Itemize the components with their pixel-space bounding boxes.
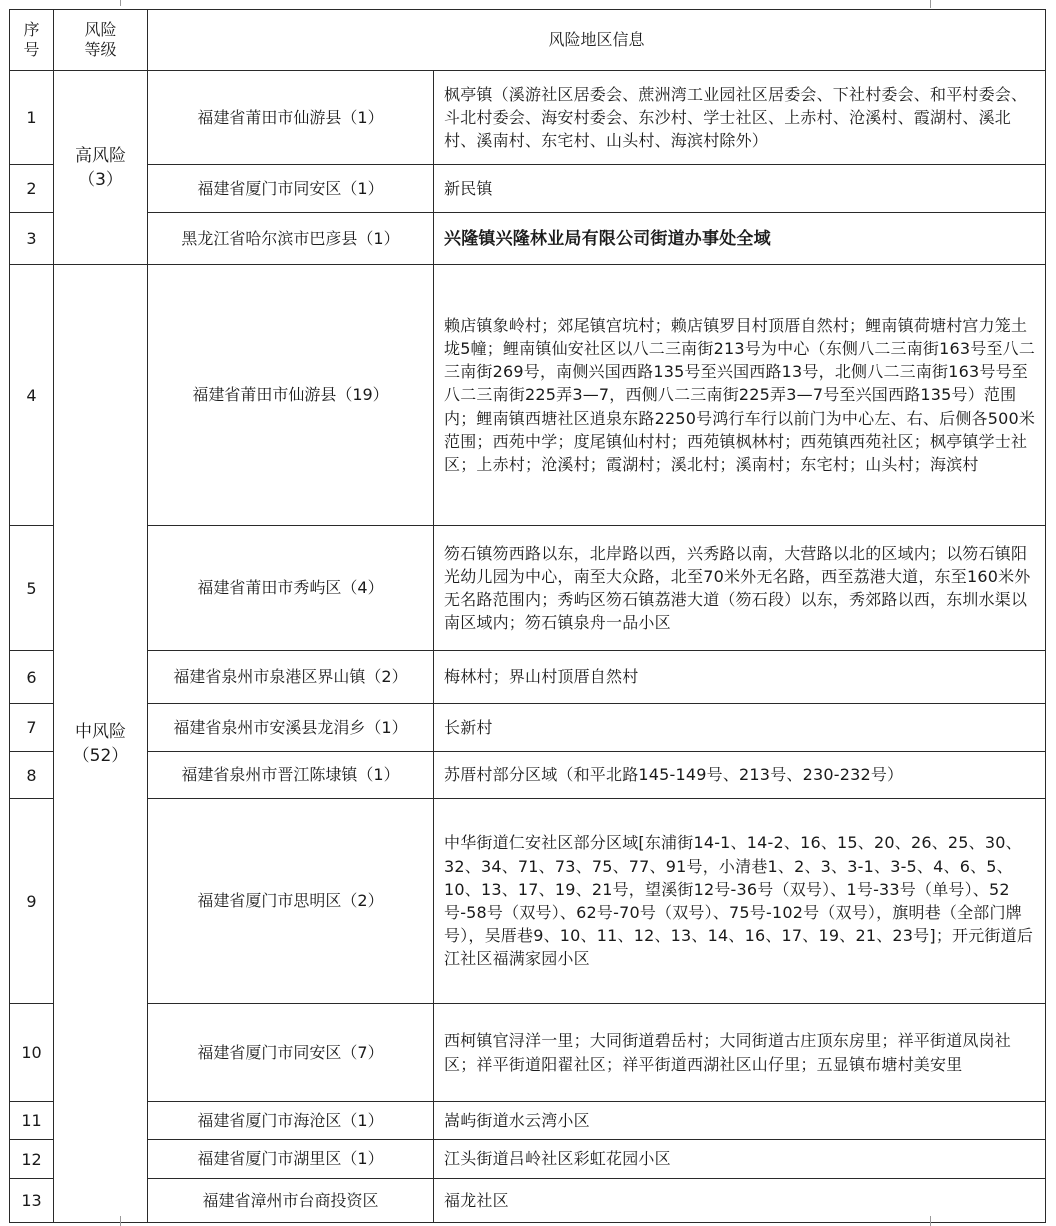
row-number: 4 [10, 265, 54, 526]
risk-area-table [9, 9, 1046, 1223]
row-number: 12 [10, 1140, 54, 1179]
row-area: 福建省泉州市晋江陈埭镇（1） [148, 752, 434, 799]
table-row [10, 752, 1046, 799]
header-risk-level: 风险等级 [54, 10, 148, 71]
row-number: 6 [10, 651, 54, 704]
row-number: 13 [10, 1179, 54, 1223]
table-row [10, 704, 1046, 752]
table-row [10, 265, 1046, 526]
row-area: 福建省厦门市湖里区（1） [148, 1140, 434, 1179]
row-number: 9 [10, 799, 54, 1004]
page-corner-mark [120, 0, 121, 6]
row-number: 1 [10, 71, 54, 165]
risk-level-high: 高风险 （3） [54, 71, 148, 265]
row-info: 中华街道仁安社区部分区域[东浦街14-1、14-2、16、15、20、26、25、30、32、34、71、73、75、77、91号，小清巷1、2、3、3-1、3-5、4、6、5、10、13、17、19、21号，望溪街12号-36号（双号）、1号-33号（单号）、52号-58号（双号）、62号-70号（双号）、75号-102号（双号），旗明巷（全部门牌号），吴厝巷9、10、11、12、13、14、16、17、19、21、23号]；开元街道后江社区福满家园小区 [434, 799, 1046, 1004]
row-area: 福建省厦门市同安区（1） [148, 165, 434, 213]
header-serial-number: 序号 [10, 10, 54, 71]
page-corner-mark [120, 1216, 121, 1226]
row-area: 福建省厦门市海沧区（1） [148, 1102, 434, 1140]
table-row [10, 651, 1046, 704]
row-info: 枫亭镇（溪游社区居委会、蔗洲湾工业园社区居委会、下社村委会、和平村委会、斗北村委会、海安村委会、东沙村、学士社区、上赤村、沧溪村、霞湖村、溪北村、溪南村、东宅村、山头村、海滨村除外） [434, 71, 1046, 165]
row-area: 福建省厦门市同安区（7） [148, 1004, 434, 1102]
risk-area-table-container [9, 9, 1046, 1223]
table-row [10, 213, 1046, 265]
row-number: 5 [10, 526, 54, 651]
row-area: 福建省莆田市仙游县（19） [148, 265, 434, 526]
row-info: 苏厝村部分区域（和平北路145-149号、213号、230-232号） [434, 752, 1046, 799]
row-info: 福龙社区 [434, 1179, 1046, 1223]
row-info: 西柯镇官浔洋一里；大同街道碧岳村；大同街道古庄顶东房里；祥平街道凤岗社区；祥平街道阳翟社区；祥平街道西湖社区山仔里；五显镇布塘村美安里 [434, 1004, 1046, 1102]
row-area: 黑龙江省哈尔滨市巴彦县（1） [148, 213, 434, 265]
row-area: 福建省漳州市台商投资区 [148, 1179, 434, 1223]
header-risk-area-info: 风险地区信息 [148, 10, 1046, 71]
table-row [10, 1004, 1046, 1102]
table-row [10, 1140, 1046, 1179]
row-area: 福建省泉州市泉港区界山镇（2） [148, 651, 434, 704]
table-row [10, 1102, 1046, 1140]
row-info: 长新村 [434, 704, 1046, 752]
row-number: 10 [10, 1004, 54, 1102]
row-number: 3 [10, 213, 54, 265]
row-number: 7 [10, 704, 54, 752]
row-info: 梅林村；界山村顶厝自然村 [434, 651, 1046, 704]
row-info: 江头街道吕岭社区彩虹花园小区 [434, 1140, 1046, 1179]
table-row [10, 1179, 1046, 1223]
row-number: 8 [10, 752, 54, 799]
table-row [10, 799, 1046, 1004]
page-corner-mark [930, 0, 931, 8]
row-info: 笏石镇笏西路以东，北岸路以西，兴秀路以南，大营路以北的区域内；以笏石镇阳光幼儿园为中心，南至大众路，北至70米外无名路，西至荔港大道，东至160米外无名路范围内；秀屿区笏石镇荔港大道（笏石段）以东，秀郊路以西，东圳水渠以南区域内；笏石镇泉舟一品小区 [434, 526, 1046, 651]
row-info: 赖店镇象岭村；郊尾镇宫坑村；赖店镇罗目村顶厝自然村；鲤南镇荷塘村宫力笼土垅5幢；鲤南镇仙安社区以八二三南街213号为中心（东侧八二三南街163号至八二三南街269号，南侧兴国西路135号至兴国西路13号，北侧八二三南街163号号至八二三南街225弄3—7，西侧八二三南街225弄3—7号至兴国西路135号）范围内；鲤南镇西塘社区逍泉东路2250号鸿行车行以前门为中心左、右、后侧各500米范围；西苑中学；度尾镇仙村村；西苑镇枫林村；西苑镇西苑社区；枫亭镇学士社区；上赤村；沧溪村；霞湖村；溪北村；溪南村；东宅村；山头村；海滨村 [434, 265, 1046, 526]
table-row [10, 71, 1046, 165]
table-row [10, 526, 1046, 651]
page-corner-mark [930, 1216, 931, 1226]
row-info: 嵩屿街道水云湾小区 [434, 1102, 1046, 1140]
row-info: 兴隆镇兴隆林业局有限公司街道办事处全域 [434, 213, 1046, 265]
row-number: 11 [10, 1102, 54, 1140]
row-area: 福建省莆田市仙游县（1） [148, 71, 434, 165]
row-area: 福建省泉州市安溪县龙涓乡（1） [148, 704, 434, 752]
table-row [10, 165, 1046, 213]
risk-level-medium: 中风险 （52） [54, 265, 148, 1223]
row-area: 福建省莆田市秀屿区（4） [148, 526, 434, 651]
table-header-row [10, 10, 1046, 71]
row-area: 福建省厦门市思明区（2） [148, 799, 434, 1004]
row-number: 2 [10, 165, 54, 213]
row-info: 新民镇 [434, 165, 1046, 213]
